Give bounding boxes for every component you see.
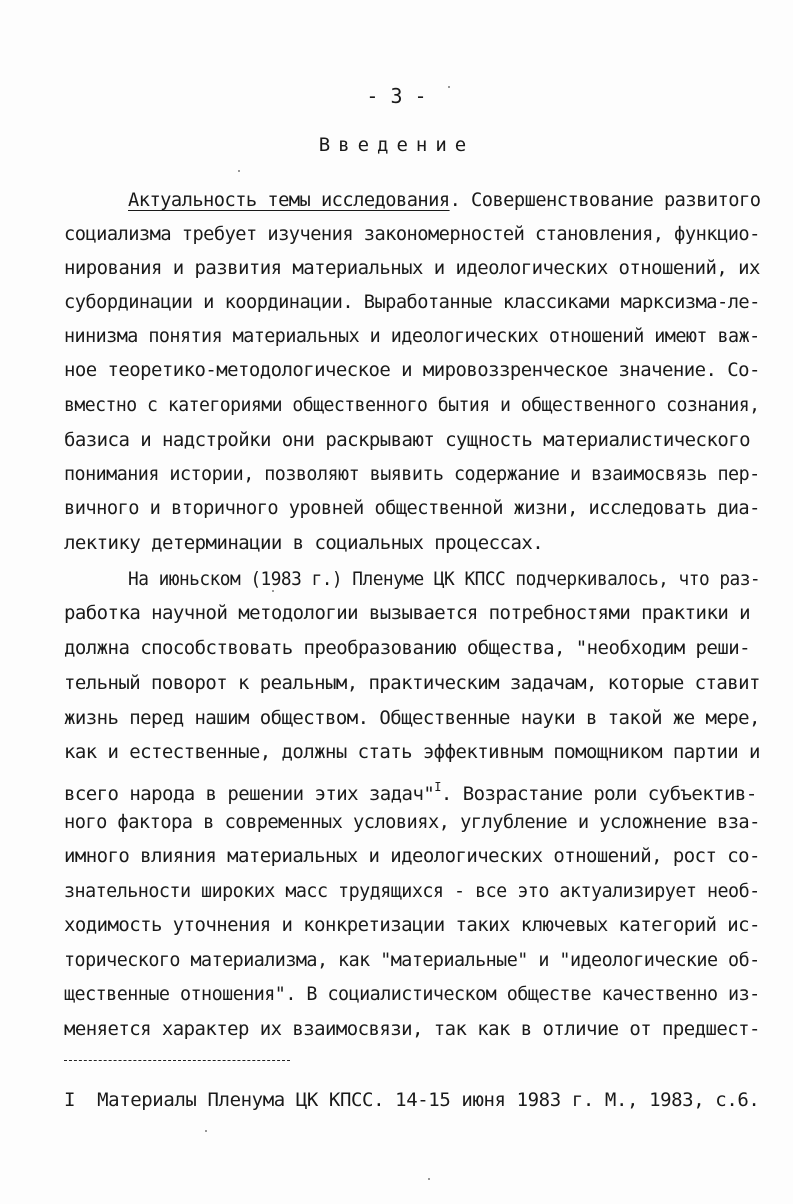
paragraph2-line-13: щественные отношения". В социалистическом обществе качественно из- [64, 983, 760, 1005]
paragraph1-line-2: социализма требует изучения закономерностей становления, функцио- [64, 223, 760, 245]
footnote-marker: I [434, 780, 441, 794]
paragraph2-line-1: На июньском (1983 г.) Пленуме ЦК КПСС подчеркивалось, что раз- [128, 568, 761, 590]
paragraph1-line-6: ное теоретико-методологическое и мировоззренческое значение. Со- [64, 359, 760, 381]
page-number: - 3 - [366, 84, 427, 108]
paragraph1-line-1 [128, 188, 760, 212]
scan-speck [272, 590, 274, 592]
paragraph2-line-2: работка научной методологии вызывается потребностями практики и [64, 602, 751, 624]
paragraph2-line-8: ного фактора в современных условиях, углубление и усложнение вза- [64, 811, 760, 833]
paragraph2-line-11: ходимость уточнения и конкретизации таких ключевых категорий ис- [64, 914, 760, 936]
scan-speck [238, 170, 240, 172]
paragraph2-line-7 [64, 775, 757, 806]
footnote-text: I Материалы Пленума ЦК КПСС. 14-15 июня 1983 г. М., 1983, с.6. [64, 1089, 760, 1111]
paragraph1-line-5: нинизма понятия материальных и идеологических отношений имеют важ- [64, 325, 760, 347]
paragraph1-line-8: базиса и надстройки они раскрывают сущность материалистического [64, 429, 751, 451]
paragraph1-line-11: лектику детерминации в социальных процессах. [64, 532, 544, 554]
paragraph2-line-3: должна способствовать преобразованию общества, "необходим реши- [64, 637, 751, 659]
scan-speck [448, 86, 450, 88]
paragraph2-line-9: имного влияния материальных и идеологических отношений, рост со- [64, 845, 760, 867]
paragraph2-line-4: тельный поворот к реальным, практическим задачам, которые ставит [64, 672, 760, 694]
paragraph1-line-1-rest: . Совершенствование развитого [449, 189, 761, 211]
paragraph1-line-3: нирования и развития материальных и идеологических отношений, их [64, 257, 760, 279]
footnote-separator [64, 1060, 290, 1061]
quote-end-text: всего народа в решении этих задач" [64, 783, 435, 805]
paragraph2-line-5: жизнь перед нашим обществом. Общественные науки в такой же мере, [64, 707, 760, 729]
paragraph2-line-12: торического материализма, как "материальные" и "идеологические об- [64, 949, 760, 971]
scan-speck [205, 1130, 207, 1132]
scan-speck [428, 1178, 430, 1180]
paragraph2-line-14: меняется характер их взаимосвязи, так как в отличие от предшест- [64, 1018, 760, 1040]
paragraph2-line-7-rest: . Возрастание роли субъектив- [440, 783, 757, 805]
paragraph1-line-7: вместно с категориями общественного бытия и общественного сознания, [64, 394, 760, 416]
section-heading: Введение [318, 134, 475, 156]
topic-relevance-lead: Актуальность темы исследования [128, 189, 450, 211]
paragraph2-line-10: знательности широких масс трудящихся - все это актуализирует необ- [64, 880, 760, 902]
paragraph1-line-9: понимания истории, позволяют выявить содержание и взаимосвязь пер- [64, 463, 760, 485]
paragraph1-line-10: вичного и вторичного уровней общественной жизни, исследовать диа- [64, 497, 760, 519]
paragraph1-line-4: субординации и координации. Выработанные классиками марксизма-ле- [64, 291, 760, 313]
paragraph2-line-6: как и естественные, должны стать эффективным помощником партии и [64, 741, 760, 763]
